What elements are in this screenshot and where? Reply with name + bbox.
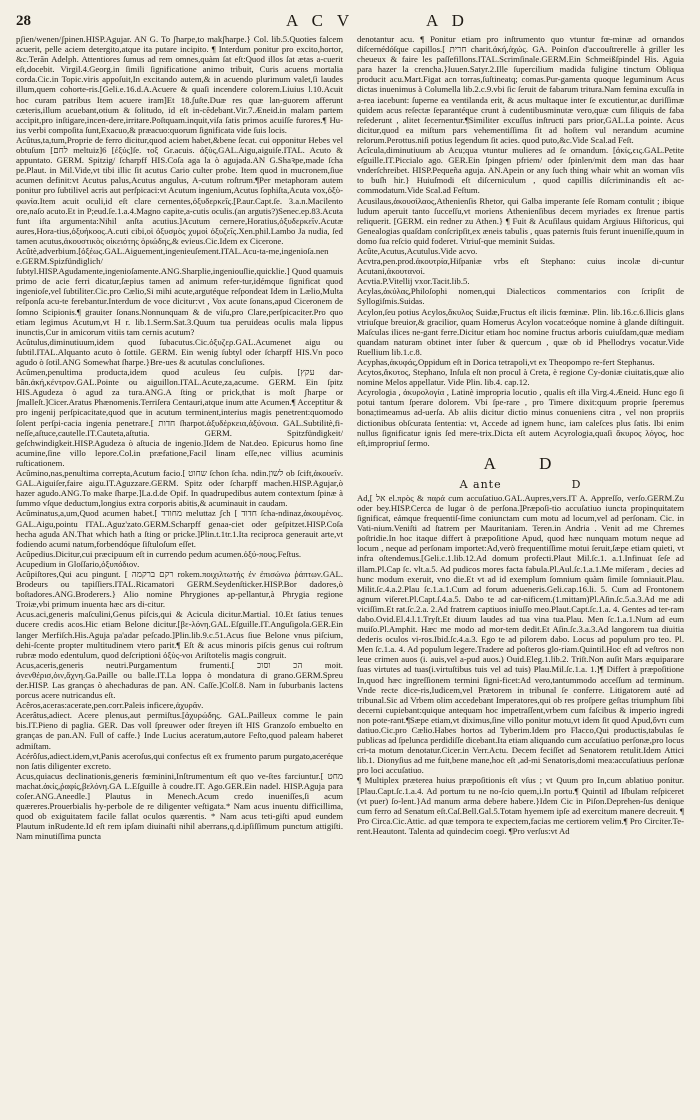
dictionary-entry: Acûtè,adverbium.[ὀξέως.GAL.Aiguement,ingenieuſement.ITAL.Acu-ta-me,ingenioſa.nen e.GERM.Spizfündiglich/ſubtyl.HISP.Agudamente,ingenioſamente.ANG.Sharplie,ingeniouſlie,quicklie.] Quod quamuis primo de acie ferri dicatur,ſæpius tamen ad animum refer-tur,idémque ſignificat quod ingenioſe,vel ſubtiliter.Cic.pro Cælio,Si mihi acute,argutéque reſpondeat Idem in Lælio,Multa reſponſa acu-te ferebantur.Interdum de voce dicitur:vt , Vox acute ſonans,apud Ciceronem de ſomno Scipionis.¶ grauiter ſonans.Nonnunquam & de viſu,pro Clare,perſpicaciter.Pro quo etiam legimus Acutum,vt H r. lib.1.Serm.Sat.3.Quum tua peruideas oculis mala lippus inunctis,Cur in amicorum vitiis tam cernis acutum? — [16, 245, 343, 337]
section-subheading — [357, 478, 684, 491]
running-head-right: A D — [426, 11, 469, 30]
dictionary-entry: pʃien/wenen/ʃpinen.HISP.Agujar. AN G. To ʃharpe,to makʃharpe.} Col. lib.5.Quoties falcem acuerit, pelle aciem detergito,atque ita putare incipito. ¶ Interdum ponitur pro excito,hortor, &c.Terăn Adelph. Attentiores ſumus ad rem omnes,quàm ſat eſt:Quod illos ſat ætas a-cuerit eſt,docebit. Virgil.4.Georg.in ſimili ſignificatione animo tribuit, Curis acuens mortalia corda.Cic.in Topic.viris appoſuit,In excitando autem,& in acuendo plurimum valet,ſi laudes illum,quem cohorte-ris.[Geli.e.16.d.A.Acuere & quaſi incendere colorem.Liuius l.10.Acuit hoc curam patribus Item acuere iram]Et 18.ʃuſte.Duæ res quæ lan-guorem afferunt cæteris,illum acuebant,otium & ſolitudo, id eſt in-cĕdebant.Vir.7.Æneid.in malam partem accipit,pro inſtigare,incen-dere,irritare.Poſtquam.inquit,viſa ſatis primos acuiſſe furores.¶ Hu-ius verbi compoſita ſunt,Exacuo,& præacuo:quorum ſignificata vide ſuis locis. — [16, 34, 343, 135]
section-heading — [357, 454, 684, 474]
dictionary-entry: Acvtia.P.Vitellij vxor.Tacit.lib.5. — [357, 276, 470, 287]
dictionary-entry: Acvtra,pen.prod.ἀκουτρία,Hiſpaniæ vrbs eſt Stephano: cuius incolæ di-cuntur Acutani,ἀκουτανοί. — [357, 256, 684, 277]
dictionary-entry: Acylas,ἀκύλας,Philoſophi nomen,qui Dialecticos commentarios con ſcripſit de Syllogiſmis.Suidas. — [357, 286, 684, 307]
running-head-left: A C V — [286, 11, 355, 30]
dictionary-entry: Acûtulus,diminutiuum,idem quod ſubacutus.Cic.ὀξυζερ.GAL.Acumenet aigu ou ſubtil.ITAL.Alquanto acuto ò ſottile. GERM. Ein wenig ſubtyl oder ſcharpff HIS.Vn poco agudo ò ſotil.ANG Somewhat ſharpe.}Bre-ues & acutulas concluſiones. — [16, 336, 343, 367]
dictionary-entry: Acus.aci,generis maſculini,Genus piſcis,qui & Acicula dicitur.Martial. 10.Et ſatius tenues ducere credis acos.Hic etiam Belone dicitur.[βε-λόνη.GAL.Eſguille.IT.Anguſigola.GER.Ein langer Merfiſch.His.Aguja pa'adar peſcado.]Plin.lib.9.c.51.Acus ſiue Belone vnus piſcium, dehi-ſcente propter multitudinem vtero parit.¶ Eſt & acus minoris piſcis genus cui roſtrum rubræ modo edentulum, quod deſcriptioni ὀξὺς-νοι Ariſtotelis magis congruit. — [16, 609, 343, 660]
dictionary-entry: Acus,quiacus declinationis,generis fœminini,Inſtrumentum eſt quo ve-ſtes farciuntur.[ מחט machat.ἀκίς,ῥαφίς,βελόνη.GA L.Eſguille à coudre.IT. Ago.GER.Ein nadel. HISP.Aguja para coſer.ANG.Aneedle.] Plautus in Menech.Acum credo inueniſſes,ſi acum quæreres.Prouerbialis hy-perbole de re diligenter veſtigata.* Nam acus inuentu difficillima, quod ob exiguitatem facile fallat oculos quærentis. * Nam acus teti-giſti apud eundem Plautum inRudente.Id eſt rem ipſam diuinaſti nihil aberrans,q.d.ipſiſſimum punctum attigiſti. Nam minutiſſima puncta — [16, 770, 343, 842]
dictionary-entry: Acûminatus,a,um,Quod acumen habet.[ מחודד meluttaz ʃch [ חדוד ſcha-ndinaz,ἀκουμένος. GAL.Aigu,pointu ITAL.Aguz'zato.GERM.Scharpff genaa-ciet oder geſpitzet.HISP.Coſa hecha aguda AN.That which hath a ſting or pricke.]Plin.t.1tr.1.Ita reciproca generauit arte,vt fodiendo acumi natum,forbendóque ſiſtuloſum eſſet. — [16, 508, 344, 549]
dictionary-entry: denotantur acu. ¶ Ponitur etiam pro inſtrumento quo vtuntur fœ-minæ ad ornandos diſcernédóſque capillos.[ חרית charit.ἀκή,ἀχώς. GA. Poinſon d'accouſtrerelle à griller les cheueux & faire les paſſefillons.ITAL.Scrimſinale.GERM.Ein Schmeißſpindel His. Aguia para hazer la crencha.}Iuuen.Satyr.2.Ille ſupercilium madida fuligine tinctum Obliqua producit acu.Mart.Figat acn torras,ſuſtineatq; comas.Pur-gamenta quoque leguminum Acus dictas inuenimus à Columella lib.2.c.9.vbi ſic ſeruit de fabarum tritura.Nam femina excuſſa in a-rea iacebunt: ſuperne ea ventilanda erit, & acus multaque inter ſe excutientur,ac duriſſimæ quidem acus reſectæ ſeparantéque crunt à cudentibusminutæ vero,quæ cum ſiliquis de faba reſederunt , alitet ſecernentur.¶Similiter excuſſus inſtructi pars prior,GAL.La pointe. Acus dicitur,quod ea miſtum pars vehementiſſima ſit ad hoſtem vul nerandum acumine relorum.Perottus.niſi potius legendum ſit acies. quod puto,&c.Vide Scal.ad Feſt. — [357, 34, 684, 145]
dictionary-entry: Acusilaus,ἀκουσίλαος,Athenienſis Rhetor, qui Galba imperante ſeſe Romam contulit ; ibique ludum aperuit tanto ſucceſſu,vt moriens Athenienſibus decem myriades ex ſtrenue partis reliquerit. [GERM. ein redner zu Athen.} ¶ Fuit & Acuſilaus quidam Argiuus Hiſtoricus, qui Genealogias quaſdam conſcripſit,ex æneis tabulis , quas paternis ſtuis ferunt inueniſſe,quum in domo ſua reſcio quid foderet. Vtriuſ-que meminit Suidas. — [357, 195, 684, 246]
left-column — [16, 34, 343, 1114]
section-letters: A D — [483, 453, 572, 473]
dictionary-entry: ¶ Multiplex præterea huius præpoſitionis eſt vſus ; vt Quum pro In,cum ablatiuo ponitur.[Plau.Capt.ſc.1.a.4. Ad portum tu ne no-ſcio quem,i.In portu.¶ Quintil ad Iſbulam reſpiceret (vt puer) ſo-lent.}Ad manum arma debere habere.}Idem Cic in Piſon.Deprehen-ſus denique cum ferro ad Senatum eſt.Caſ.Bell.Gal.5.Totam hyemem ipſe ad exercitum manere decreuit. ¶ Pro Circa.Cic.Attic. ad quæ tempora te expectem,facias me certiorem velim.¶ Pro Circiter.Te-rent.Heautont. Talenta ad quindecim coegi. ¶Pro verſus:vt Ad — [357, 775, 684, 836]
dictionary-entry: Acûpedius.Dicitur,cui præcipuum eſt in currendo pedum acumen.ὀξύ-πους.Feſtus. — [16, 548, 302, 559]
dictionary-entry: Acûte,Acutus,Acutulus.Vide acvo. — [357, 245, 478, 256]
page-header — [16, 10, 684, 32]
section-sub-right: D — [571, 477, 582, 491]
dictionary-entry: Acûtus,ta,tum,Proprie de ferro dicitur,quod aciem habet,&bene ſecat. cui opponitur Hebes vel obtuſum [לחם meltuiz]6 [ἐξύς]ſe. τοξ Gr.acuis. ἀξὺς,GAL.Aigu,aiguiſe.ITAL. Acuto & appuntato. GERM. Spitzig/ ſcharpff HIS.Coſa aga la ò agujada.AN G.Shaꝛpe,made ſcha pe.Plaut. in Mil.Vide,vt tibi illic ſit acutus Cario culter probe. Item quod in mucronem,ſiue acumen definit:vt Acutus palus,Acutus angulus, A-cutum roſtrum.¶Per metaphoram autem ponitur pro ſubtilivel acris aut perſpicaci:vt Acutum ingenium,Acutus ſophiſta,Acuta vox,ὀξὺ-φωνία.Item acuit oculi,id eſt clare cernentes,ὀξυδερκεῖς.[P.aur.Capt.ſe. 3.a.n.Macilento ore,naſo acuto.Et in P;eud.ſe.1.a.4.Magno capite,a-cutis oculis.(an argutis?)Senec.ep.83.Acuta funt iſta argumenta:Nihil anſta acutius.]Acutum cernere,Horatius,ὀξυδερκεῖν.Acutæ aures,Hora-tius,ὀξυήκοος.A.cuti cibi,οἱ ὀξυσμὸς χυμοὶ ὀξυζεῖς.Xen.phil.Lambo Ja nudia, ſed tamen acutus,ἀκουστικὸς οἰκειότης ὁριώδης,& evieus.Cic.Idem ex Cicerone. — [16, 134, 343, 246]
dictionary-entry: Acûmen,penultima producta,idem quod aculeus ſeu cuſpis. [עקץ dar-bân.ἀκή,κέντρον.GAL.Pointe ou aiguillon.ITAL.Acute,za,acume. GERM. Ein ſpitz HIS.Agudeza ò agud za tura.ANG.A ſting or prick,that is moſt ʃharpe or ʃmalleſt.]Cicer.Aratus Phænomenis.Terriſera Centauri,atque inum atte Acumen.¶ Acceptitur & pro ingenij perſpicacitate,quod que in acutum terminent,interius magis penetrent:quomodo ſolent perſpi-cacia ingenia penetrare.[ חדות ſharpot.ἀξυδέρκεια,ἀξύνοια. GAL.Subtilitè,fi-neſſe,aſtuce,cautelle.IT.Cauteta,aſtutia. GERM. Spitzfündigkeit/ geſchwindigkeit.HISP.Agudeza ò aſtucia de ingenio.]Idem de Nat.deo. Epicurus homo ſine acumine,ſine villo lepore.Col.in præfatione,Facil linam eſſe,nec villius acuminis ruſticationem. — [16, 367, 344, 468]
dictionary-entry: Acyphas,ἀκυφάς,Oppidum eſt in Dorica tetrapoli,vt ex Theopompo re-fert Stephanus. — [357, 357, 655, 367]
dictionary-entry: Acérôſus,adiect.idem,vt,Panis aceroſus,qui confectus eſt ex frumento parum purgato,aceréque non ſatis diligenter excreto. — [16, 750, 343, 771]
dictionary-entry: Acylon,ſeu potius Acylos,ἄκυλος Suidæ,Fructus eſt ilicis fœminæ. Plin. lib.16.c.6.Ilicis glans vtriuſque breuior,& gracilior, quam Homerus Acylon vocat:eóque nomine à glande diſtinguit. Maſculas ilices ne-gant ferre.Dicitur etiam hoc nomine fructus arboris cuiuſdam,quæ mediam quandam naturam obtinet inter ſuber & quercum , quæ ob id Phellodrys vocatur.Vide Ruellium lib.1.c.8. — [357, 306, 684, 357]
dictionary-entry: Acus,aceris,generis neutri.Purgamentum frumenti.[ הכ וסוכ moit. ἀνενθέρισ,ὀιν,ἄχνη.Ga.Paille ou balle.IT.La loppa ò mondatura di grano.GERM.Spreu der.HISP. Las granças ò ahechaduras de pan. AN. Caſſe.]Colſ.8. Nam in ſuburbanis lactens porcus acere nutricandus eſt. — [16, 659, 343, 701]
dictionary-entry: Ad,[ אל el.πρὸς & παρά cum accuſatiuo.GAL.Aupres,vers.IT A. Appreſſo, verſo.GERM.Zu oder bey.HISP.Cerca de lugar ò de perſona.]Præpoſi-tio accuſatiuo iuncta propinquitatem ſignificat, eámque frequentiſ-ſime coniunctam cum motu ad locum,vel ad perſonam. Cic. in Vati-nium.Veniſti ad ſtatrem per Mauritaniam. Teren.in Andria . Venit ad me Chremes poſtridie.In hoc itaque differt à præpoſitione Apud, quod hæc nunquam motum neque ad locum , neque ad perſonam importet:Ad,verò frequentiſſime motui ſeruit,ſæpe etiam quieti, vt infra oſtendemus.[Geli.c.1.lib.12.Ad domum profecti.Plaut Mil.ſc.1. a.1.Infinuat ſeſe ad illam.Pl.Cap ſc. vlt.a.5. Ad pudicos mores facta fabula.Pl.Aul.ſc.1.a.1.Me miſeram , decies ad hunc modum exeruit, vno die.Et vt ad id exemplum ſomnium quàm ſimile ſomniauit.Plau. Milit.ſc.4.a.2.Plau ſc.1.a.1.Cum ad forum adueneris.Geli.cap.16.li. 5. Cum ad Frontonem agnum viſeret.Pl.Capt.ſ.4.a.5. Dabo te ad car-nificem.(1.mittam)Pl.Aſin.ſc.5.a.3.Ad me adi viciſſim.Et rat.ſc.2.a. 2.Ad fratrem captiuos iniuſſo meo.Plaut.Capt.ſc.1.a. 4. Gentes ad ter-ram dabo.Ovid.El.4.l.1.Tryſt.Et diuum laudes ad tua vina tua.Plau. Men ſc.1.a.1.Num ad eum muiſo.Pl.Amphit. Hæc me modo ad mor-tem dedit.Et Aſin.ſc.3.a.3.Ad langorem tua diuitia dederis oculos vi-ros.Ibid.ſc.4.a.3. Ego te ad pilorem dabo. Locus ad populum pro teo. Pl. Men ſc.1.a. 4. Ad populum legere.Tradere ad poſteros glo-riam.Quintil.Hoc eſt ad veſtros non leue crimen auos (i. auis,vel a-pud auos.) Ouid.Eleg.1.lib.2. Triſt.Non auſit Mars æquiparare ſuas virtutes ad tuas(i.virtuſtibus tuis vel ad tuis) Plau.Mil.ſc.1.a. 1.]¶ Differt à præpoſitione In,quod hæc ingreſſionem termini ſigni-ficet:Ad vero,tantummodo acceſſum ad terminum. Vnde recte dice-ris,Iudicem,vel Prætorem in tribunal ſe conferre. Litigatorem auté ad tribunal.Sic ad Vrbem olim accedebant Imperatores,qui ob res proſpere geſtas triumphum ſibi decerni cupiebant:quique antequam hoc impetraſſent,vrbem cum faſcibus & imperio ingredi non pote-rant.¶Sæpe etiam,vt diximus,ſine villo ponitur motu,vt idem ſit quod Apud,ὄντι cum datiuo.Cic.pro Cælio.Habes hortos ad Tyberim.Idem pro Flacco,Qui productis,tabulas ſe publicas ad ſpelunca perdidiſſe dicebant.Ita etiam aliquando cum accuſatiuo perſonæ,pro locus cri-ta motum denotatur.Cicer.in Verr.Actu. Decem feciſſet ad Senatorem retulit.Idem Attici lib.1. Dionyſius ad me fuit,bene mane,hoc eſt ,ad-mi Senatoris,domi mea:accuſatiuus perſonæ pro loci accuſatiuo. — [357, 492, 684, 776]
page-number: 28 — [16, 12, 31, 29]
dictionary-entry: Acêros,aceras:acerate,pen.corr.Paleis inficere,ἀχυρᾶν. — [16, 700, 204, 711]
dictionary-entry: Acûpiſtores,Qui acu pingunt. [ רקם ברקמה rokem.ποιχιλτωτής ἐν ἐπισώνω ῥάπτων.GAL. Brodeurs ou tapiſſiers.ITAL.Ricamatori GERM.Seydenſticker.HISP.Bor dadores,ò boſtadores.ANG.Broderers.} Alio nomine Phrygiones ap-pellantur,à Phrygia regione Troiæ,vbi primum inuenta hæc ars di-citur. — [16, 568, 343, 610]
dictionary-entry: Acîcula,diminutiuum ab Acu;qua vtuntur mulieres ad ſe ornandum. [ἀκίς,ϵις.GAL.Petite eſguille.IT.Piccialo ago. GER.Ein ſpingen pfriem/ oder ſpinlen/mit dem man das haar vnderſchreibet. HISP.Pequeña aguja. AN.Apein or any ſuch thing whair whit an woman vſis to buſh hir.} Huiuſmodi eſt diſcerniculum , quod capillis diſcriminandis eſt ac-commodatum.Vide Scal.ad Feſtum. — [357, 145, 684, 196]
dictionary-entry: Acupedium in Gloſſario,ὀξυπόδιον. — [16, 558, 140, 569]
dictionary-entry: Acytos,ἄκυτος, Stephano, Inſula eſt non procul à Creta, è regione Cy-doniæ ciuitatis,quæ alio nomine Melos appellatur. Vide Plin. lib.4. cap.12. — [357, 367, 684, 388]
two-column-body — [16, 34, 684, 1114]
right-column — [357, 34, 684, 1114]
dictionary-entry: Acûmino,nas,penultima correpta,Acutum facio.[ שחוט ſchon ſcha. ndin.לשון ob ſcift,ἀκουεῖν. GAL.Aiguiſer,faire aigu.IT.Aguzzare.GERM. Spitz oder ſcharpff machen.HISP.Agujar,ò hazer agudo.ANG.To make ſharpe.]La.d.de Opif. In quadrupedibus autem contextum ſpinæ à ſummo vſque deductum,longius extra corporis abitis,& acuminauit in caudam. — [16, 468, 343, 509]
dictionary-entry: Acerâtus,adiect. Acere plenus,aut permiſtus.[ἀχυρώδης. GAL.Pailleux comme le pain bis.IT.Pieno di paglia. GER. Das voll ſpreuwer oder ſtreyen iſt HIS Granzoſo embuelto en granças de pan.AN. Full of caffe.} Inde Lucius aceratum,autore Feſto,quod paleam haberet admiſtam. — [16, 710, 343, 751]
dictionary-entry: Acyrologia , ἀκυρολογία , Latinè impropria locutio , qualis eſt illa Virg.4.Æneid. Hunc ego ſi potui tantum ſperare dolorem. Vbi ſpe-rare , pro Timere dixit:quum proprie ſperemus bona;timeamus ad-uerſa. Ab aliis dicitur dictio minus conueniens citra , vel non propriis dictionibus obſcurata ſententia: vt, Accede ad ignem hunc, iam caleſces plus ſatis. Ibi enim nullus ſignificatur ignis ſed mere-trix.Dicta eſt autem Acyrologia,quaſi ἄκυρος λόγος, hoc eſt,impropriuſ ſermo. — [357, 387, 684, 448]
section-sub-left: A ante — [459, 477, 502, 491]
